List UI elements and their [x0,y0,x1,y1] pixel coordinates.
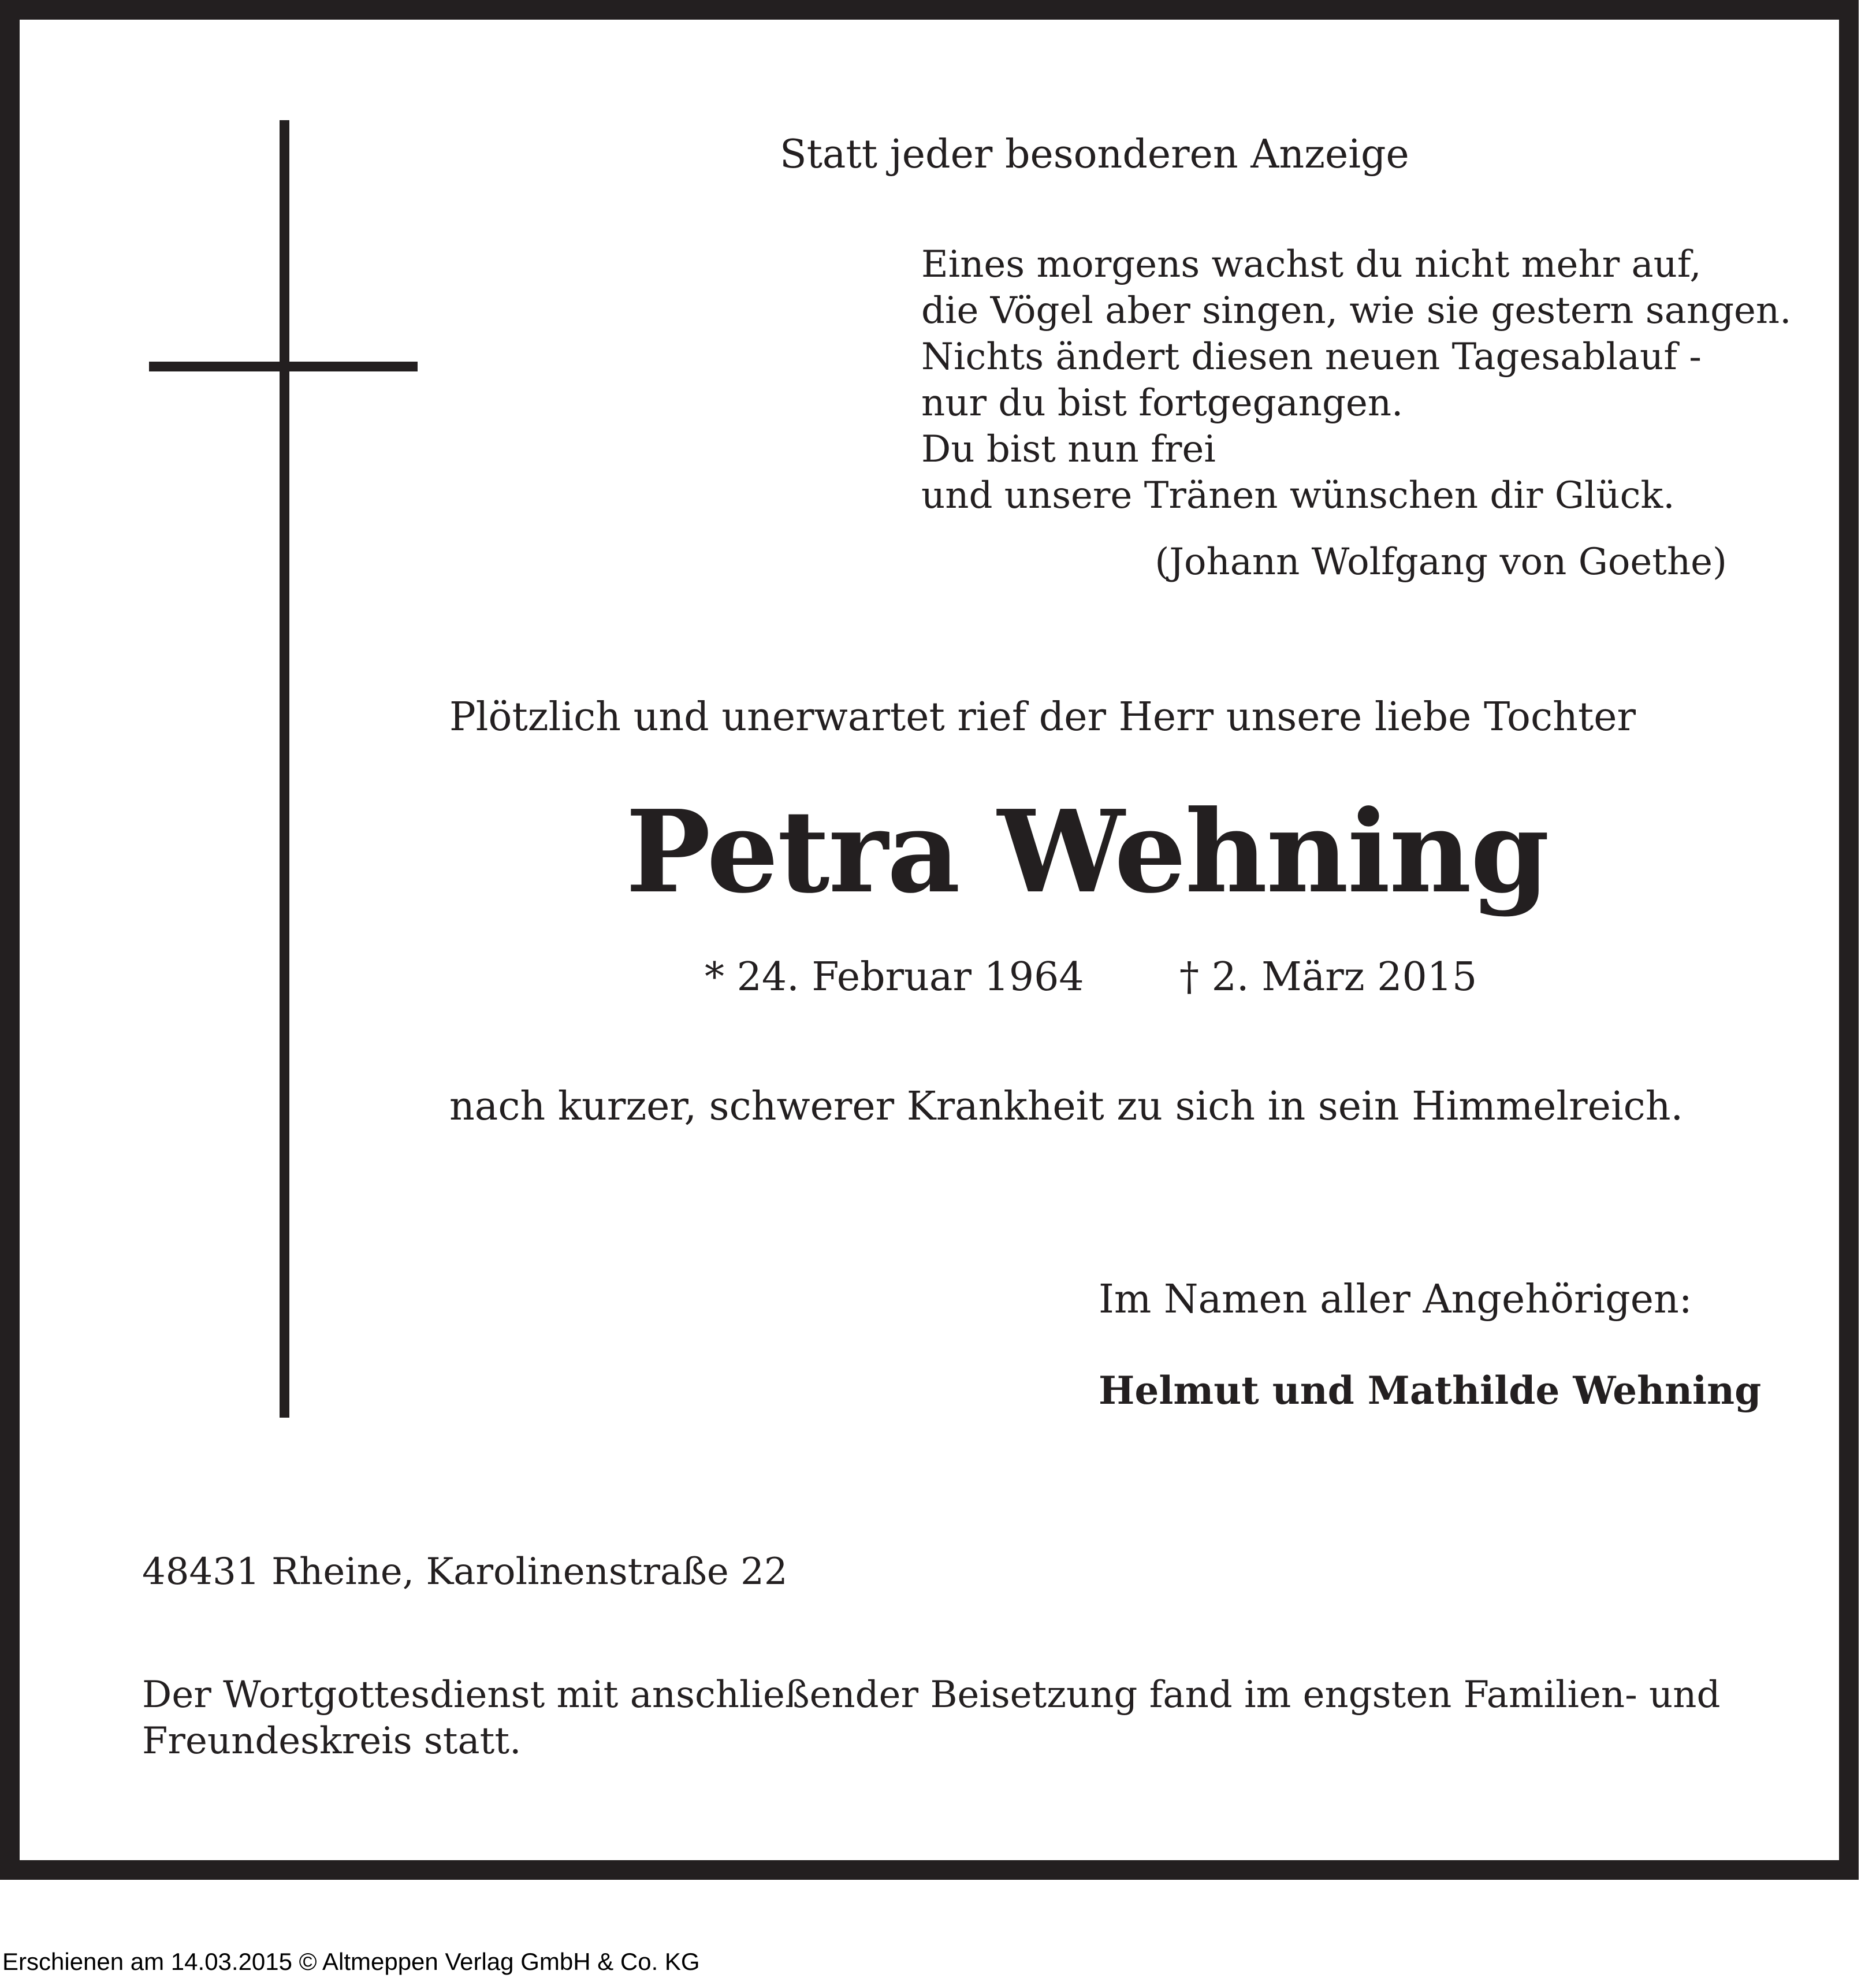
notice-header: Statt jeder besonderen Anzeige [780,132,1409,177]
family-address: 48431 Rheine, Karolinenstraße 22 [142,1551,788,1593]
poem-line: Eines morgens wachst du nicht mehr auf, [921,243,1702,286]
mourners-intro: Im Namen aller Angehörigen: [1099,1277,1692,1322]
service-note [142,1672,1720,1764]
service-note-line: Der Wortgottesdienst mit anschließender Beisetzung fand im engsten Familien- und [142,1674,1721,1716]
publication-footer: Erschienen am 14.03.2015 © Altmeppen Verlag GmbH & Co. KG [2,1948,700,1975]
death-date: † 2. März 2015 [1179,954,1477,1000]
cross-icon-horizontal-bar [149,362,418,371]
notice-outro: nach kurzer, schwerer Krankheit zu sich in sein Himmelreich. [449,1084,1684,1129]
poem-line: die Vögel aber singen, wie sie gestern sangen. [921,289,1792,332]
service-note-line: Freundeskreis statt. [142,1720,522,1763]
birth-date: * 24. Februar 1964 [705,954,1084,1000]
mourners-names: Helmut und Mathilde Wehning [1099,1368,1762,1413]
poem-line: Nichts ändert diesen neuen Tagesablauf - [921,336,1702,378]
poem [921,241,1791,519]
poem-line: Du bist nun frei [921,428,1216,471]
cross-icon-vertical-bar [280,120,289,1418]
poem-line: und unsere Tränen wünschen dir Glück. [921,474,1675,517]
poem-line: nur du bist fortgegangen. [921,382,1404,425]
notice-intro: Plötzlich und unerwartet rief der Herr unsere liebe Tochter [449,694,1636,740]
deceased-name: Petra Wehning [626,786,1549,919]
poem-attribution: (Johann Wolfgang von Goethe) [1155,541,1727,583]
